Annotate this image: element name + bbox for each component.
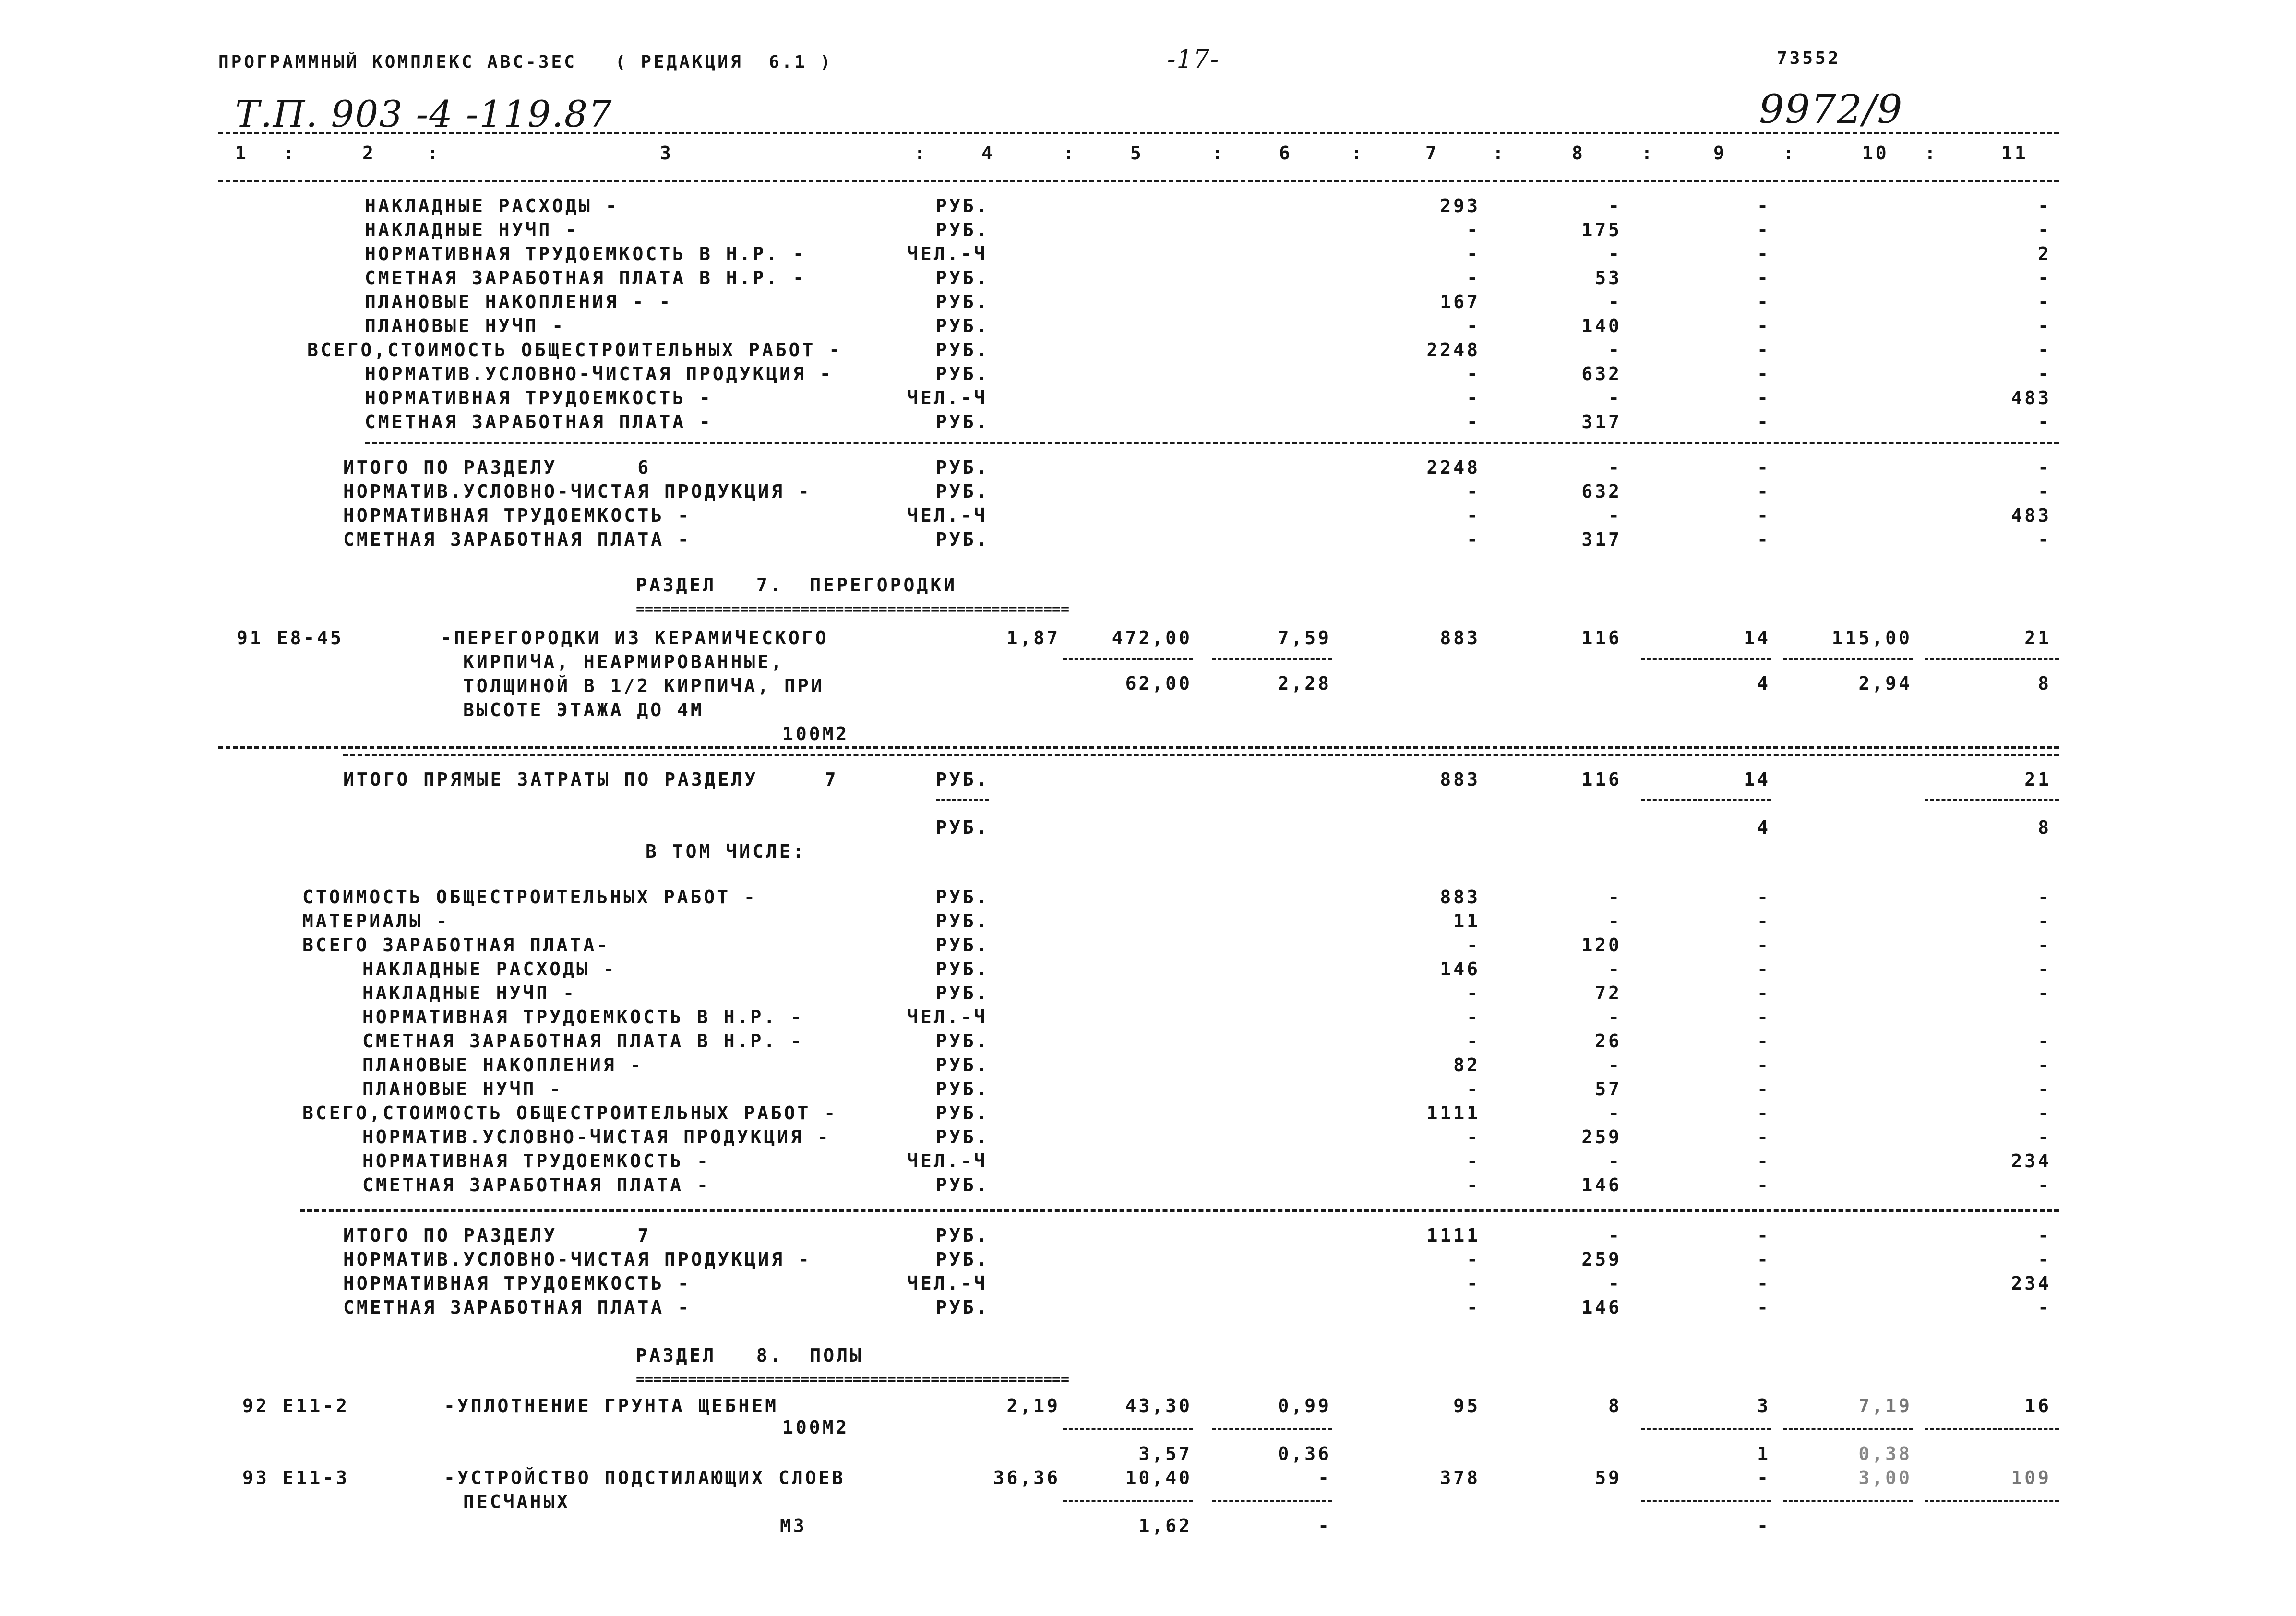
col7: - bbox=[1467, 315, 1480, 336]
col7: - bbox=[1467, 529, 1480, 550]
col9: - bbox=[1757, 387, 1770, 408]
program-title: ПРОГРАММНЫЙ КОМПЛЕКС АВС-3ЕС ( РЕДАКЦИЯ 6.1 ) bbox=[218, 52, 833, 72]
summary-label: СТОИМОСТЬ ОБЩЕСТРОИТЕЛЬНЫХ РАБОТ - bbox=[302, 886, 757, 908]
summary-label: НОРМАТИВНАЯ ТРУДОЕМКОСТЬ - bbox=[343, 505, 691, 526]
item-unit: М3 bbox=[780, 1515, 807, 1536]
unit: РУБ. bbox=[936, 1030, 990, 1052]
column-header-9: 9 bbox=[1713, 143, 1727, 164]
item-col11-wage: 8 bbox=[2038, 673, 2051, 694]
unit: РУБ. bbox=[936, 1297, 990, 1318]
col7: - bbox=[1467, 1150, 1480, 1172]
col11-wage: 8 bbox=[2038, 817, 2051, 838]
column-separator: : bbox=[1493, 143, 1506, 164]
unit: РУБ. bbox=[936, 1174, 990, 1196]
summary-label: НАКЛАДНЫЕ РАСХОДЫ - bbox=[362, 958, 617, 980]
item-unit-price: 472,00 bbox=[1112, 627, 1192, 648]
col7: - bbox=[1467, 1273, 1480, 1294]
col7: 82 bbox=[1453, 1054, 1480, 1076]
col8: - bbox=[1608, 1102, 1622, 1124]
column-header-8: 8 bbox=[1572, 143, 1585, 164]
item-col7: 95 bbox=[1453, 1395, 1480, 1416]
item-col10-wage: 0,38 bbox=[1858, 1443, 1912, 1464]
col8: - bbox=[1608, 1225, 1622, 1246]
column-header-5: 5 bbox=[1130, 143, 1144, 164]
column-header-2: 2 bbox=[362, 143, 376, 164]
summary-label: МАТЕРИАЛЫ - bbox=[302, 910, 450, 932]
unit: РУБ. bbox=[936, 886, 990, 908]
item-col6: 7,59 bbox=[1278, 627, 1331, 648]
summary-label: СМЕТНАЯ ЗАРАБОТНАЯ ПЛАТА - bbox=[343, 1297, 691, 1318]
unit: РУБ. bbox=[936, 315, 990, 336]
col8: 53 bbox=[1595, 267, 1622, 288]
summary-label: НОРМАТИВ.УСЛОВНО-ЧИСТАЯ ПРОДУКЦИЯ - bbox=[343, 481, 812, 502]
subrule bbox=[1641, 799, 1771, 801]
col7: - bbox=[1467, 1006, 1480, 1028]
unit: ЧЕЛ.-Ч bbox=[907, 505, 988, 526]
col7: - bbox=[1467, 934, 1480, 956]
col7: - bbox=[1467, 219, 1480, 240]
col8: - bbox=[1608, 505, 1622, 526]
item-description: -УПЛОТНЕНИЕ ГРУНТА ЩЕБНЕМ bbox=[444, 1395, 778, 1416]
col7: 146 bbox=[1440, 958, 1480, 980]
item-description: КИРПИЧА, НЕАРМИРОВАННЫЕ, bbox=[463, 651, 785, 672]
column-separator: : bbox=[1212, 143, 1225, 164]
document-code: 73552 bbox=[1777, 48, 1841, 68]
summary-label: НОРМАТИВНАЯ ТРУДОЕМКОСТЬ В Н.Р. - bbox=[365, 243, 806, 264]
col11: - bbox=[2038, 1078, 2051, 1100]
column-header-4: 4 bbox=[981, 143, 995, 164]
header-rule bbox=[218, 132, 2059, 134]
col8: - bbox=[1608, 387, 1622, 408]
col11: - bbox=[2038, 886, 2051, 908]
col8: - bbox=[1608, 1054, 1622, 1076]
subrule bbox=[1783, 1428, 1913, 1430]
page-number: -17- bbox=[1167, 45, 1220, 74]
summary-label: ИТОГО ПО РАЗДЕЛУ 7 bbox=[343, 1225, 651, 1246]
col11: - bbox=[2038, 958, 2051, 980]
col11: - bbox=[2038, 219, 2051, 240]
col7: 167 bbox=[1440, 291, 1480, 312]
col7: 1111 bbox=[1426, 1225, 1480, 1246]
item-quantity: 36,36 bbox=[993, 1467, 1060, 1488]
subrule bbox=[1641, 1500, 1771, 1502]
col7: 2248 bbox=[1426, 457, 1480, 478]
column-separator: : bbox=[1063, 143, 1076, 164]
col7: - bbox=[1467, 982, 1480, 1004]
col9: - bbox=[1757, 1102, 1770, 1124]
col8: - bbox=[1608, 243, 1622, 264]
col7: - bbox=[1467, 243, 1480, 264]
unit: РУБ. bbox=[936, 363, 990, 384]
col8: - bbox=[1608, 910, 1622, 932]
summary-label: ВСЕГО,СТОИМОСТЬ ОБЩЕСТРОИТЕЛЬНЫХ РАБОТ - bbox=[307, 339, 843, 360]
col7: - bbox=[1467, 387, 1480, 408]
col9: - bbox=[1757, 958, 1770, 980]
section-8-title: РАЗДЕЛ 8. ПОЛЫ bbox=[636, 1345, 863, 1366]
col11: - bbox=[2038, 1249, 2051, 1270]
item-col8: 8 bbox=[1608, 1395, 1622, 1416]
col9: - bbox=[1757, 363, 1770, 384]
col7: 2248 bbox=[1426, 339, 1480, 360]
unit: РУБ. bbox=[936, 1126, 990, 1148]
col8: 175 bbox=[1581, 219, 1622, 240]
including-label: В ТОМ ЧИСЛЕ: bbox=[646, 841, 806, 862]
summary-label: НОРМАТИВ.УСЛОВНО-ЧИСТАЯ ПРОДУКЦИЯ - bbox=[343, 1249, 812, 1270]
item-col9: - bbox=[1757, 1467, 1770, 1488]
col8: - bbox=[1608, 958, 1622, 980]
col8: 116 bbox=[1581, 769, 1622, 790]
col9: - bbox=[1757, 339, 1770, 360]
column-header-3: 3 bbox=[660, 143, 673, 164]
summary-label: СМЕТНАЯ ЗАРАБОТНАЯ ПЛАТА - bbox=[343, 529, 691, 550]
col11: - bbox=[2038, 411, 2051, 432]
summary-label: СМЕТНАЯ ЗАРАБОТНАЯ ПЛАТА - bbox=[362, 1174, 710, 1196]
item-unit: 100М2 bbox=[782, 723, 849, 744]
unit: РУБ. bbox=[936, 1054, 990, 1076]
col9: - bbox=[1757, 1006, 1770, 1028]
item-col11: 16 bbox=[2024, 1395, 2051, 1416]
col9: - bbox=[1757, 219, 1770, 240]
section-7-rule bbox=[300, 1209, 2059, 1212]
col7: - bbox=[1467, 1030, 1480, 1052]
project-reference: Т.П. 903 -4 -119.87 bbox=[235, 93, 613, 135]
summary-label: НАКЛАДНЫЕ РАСХОДЫ - bbox=[365, 195, 619, 216]
col9-wage: 4 bbox=[1757, 817, 1770, 838]
item-col11: 21 bbox=[2024, 627, 2051, 648]
col9: - bbox=[1757, 910, 1770, 932]
subrule bbox=[1925, 799, 2059, 801]
item-col10-wage: 2,94 bbox=[1858, 673, 1912, 694]
item-col9-wage: - bbox=[1757, 1515, 1770, 1536]
item-col6-wage: - bbox=[1318, 1515, 1331, 1536]
col7: - bbox=[1467, 481, 1480, 502]
subrule bbox=[1212, 1500, 1332, 1502]
col9: - bbox=[1757, 1030, 1770, 1052]
column-separator: : bbox=[427, 143, 441, 164]
unit: РУБ. bbox=[936, 1249, 990, 1270]
item-col7: 883 bbox=[1440, 627, 1480, 648]
col9: - bbox=[1757, 1225, 1770, 1246]
column-header-1: 1 bbox=[235, 143, 249, 164]
summary-label: ПЛАНОВЫЕ НАКОПЛЕНИЯ - - bbox=[365, 291, 673, 312]
col11: - bbox=[2038, 195, 2051, 216]
section-7-underline: ================================================== bbox=[636, 601, 1070, 618]
summary-label: НОРМАТИВНАЯ ТРУДОЕМКОСТЬ В Н.Р. - bbox=[362, 1006, 804, 1028]
col9: - bbox=[1757, 1078, 1770, 1100]
column-separator: : bbox=[283, 143, 297, 164]
col7: 293 bbox=[1440, 195, 1480, 216]
subrule bbox=[1063, 1500, 1193, 1502]
unit: РУБ. bbox=[936, 457, 990, 478]
summary-label: НОРМАТИВНАЯ ТРУДОЕМКОСТЬ - bbox=[362, 1150, 710, 1172]
item-col5-wage: 1,62 bbox=[1138, 1515, 1192, 1536]
col9: - bbox=[1757, 886, 1770, 908]
subrule bbox=[1063, 1428, 1193, 1430]
subrule bbox=[1925, 658, 2059, 660]
col9: - bbox=[1757, 315, 1770, 336]
col8: 140 bbox=[1581, 315, 1622, 336]
col8: - bbox=[1608, 886, 1622, 908]
item-quantity: 1,87 bbox=[1006, 627, 1060, 648]
col8: 632 bbox=[1581, 481, 1622, 502]
summary-label: СМЕТНАЯ ЗАРАБОТНАЯ ПЛАТА В Н.Р. - bbox=[362, 1030, 804, 1052]
col9: - bbox=[1757, 505, 1770, 526]
unit: РУБ. bbox=[936, 934, 990, 956]
unit: РУБ. bbox=[936, 411, 990, 432]
col11: 483 bbox=[2011, 387, 2051, 408]
item-description: ТОЛЩИНОЙ В 1/2 КИРПИЧА, ПРИ bbox=[463, 675, 825, 696]
col11: - bbox=[2038, 457, 2051, 478]
col9: - bbox=[1757, 267, 1770, 288]
subrule bbox=[936, 799, 989, 801]
col9: - bbox=[1757, 1150, 1770, 1172]
col7: 883 bbox=[1440, 886, 1480, 908]
col11: - bbox=[2038, 1054, 2051, 1076]
item-unit: 100М2 bbox=[782, 1417, 849, 1438]
item-col10: 115,00 bbox=[1831, 627, 1912, 648]
subrule bbox=[1925, 1500, 2059, 1502]
summary-label: НОРМАТИВ.УСЛОВНО-ЧИСТАЯ ПРОДУКЦИЯ - bbox=[365, 363, 833, 384]
summary-label: НАКЛАДНЫЕ НУЧП - bbox=[365, 219, 579, 240]
col8: 72 bbox=[1595, 982, 1622, 1004]
direct-costs-label: ИТОГО ПРЯМЫЕ ЗАТРАТЫ ПО РАЗДЕЛУ 7 bbox=[343, 769, 838, 790]
rule bbox=[218, 746, 2059, 749]
col11: - bbox=[2038, 910, 2051, 932]
col11: - bbox=[2038, 315, 2051, 336]
item-col6-wage: 2,28 bbox=[1278, 673, 1331, 694]
summary-label: НОРМАТИВНАЯ ТРУДОЕМКОСТЬ - bbox=[343, 1273, 691, 1294]
item-col6: - bbox=[1318, 1467, 1331, 1488]
item-description: -УСТРОЙСТВО ПОДСТИЛАЮЩИХ СЛОЕВ bbox=[444, 1467, 846, 1488]
col9: - bbox=[1757, 934, 1770, 956]
col11: 234 bbox=[2011, 1150, 2051, 1172]
col7: 883 bbox=[1440, 769, 1480, 790]
col11: - bbox=[2038, 267, 2051, 288]
unit: РУБ. bbox=[936, 195, 990, 216]
unit: РУБ. bbox=[936, 817, 990, 838]
col8: 57 bbox=[1595, 1078, 1622, 1100]
summary-label: СМЕТНАЯ ЗАРАБОТНАЯ ПЛАТА В Н.Р. - bbox=[365, 267, 806, 288]
col9: - bbox=[1757, 1174, 1770, 1196]
summary-label: НОРМАТИВНАЯ ТРУДОЕМКОСТЬ - bbox=[365, 387, 713, 408]
subrule bbox=[1212, 1428, 1332, 1430]
summary-label: НОРМАТИВ.УСЛОВНО-ЧИСТАЯ ПРОДУКЦИЯ - bbox=[362, 1126, 831, 1148]
col8: 146 bbox=[1581, 1297, 1622, 1318]
summary-label: ВСЕГО,СТОИМОСТЬ ОБЩЕСТРОИТЕЛЬНЫХ РАБОТ - bbox=[302, 1102, 838, 1124]
column-header-rule bbox=[218, 180, 2059, 182]
col11: - bbox=[2038, 291, 2051, 312]
subrule bbox=[1783, 1500, 1913, 1502]
unit: ЧЕЛ.-Ч bbox=[907, 243, 988, 264]
col8: 26 bbox=[1595, 1030, 1622, 1052]
col9: - bbox=[1757, 1273, 1770, 1294]
unit: РУБ. bbox=[936, 267, 990, 288]
item-description: -ПЕРЕГОРОДКИ ИЗ КЕРАМИЧЕСКОГО bbox=[441, 627, 829, 648]
unit: ЧЕЛ.-Ч bbox=[907, 1273, 988, 1294]
item-col9: 3 bbox=[1757, 1395, 1770, 1416]
col8: - bbox=[1608, 195, 1622, 216]
item-unit-price: 10,40 bbox=[1125, 1467, 1192, 1488]
item-col11: 109 bbox=[2011, 1467, 2051, 1488]
col9: - bbox=[1757, 1054, 1770, 1076]
col8: - bbox=[1608, 291, 1622, 312]
unit: РУБ. bbox=[936, 769, 990, 790]
col11: - bbox=[2038, 1174, 2051, 1196]
col11: - bbox=[2038, 339, 2051, 360]
column-separator: : bbox=[1783, 143, 1796, 164]
col11: 2 bbox=[2038, 243, 2051, 264]
item-col6-wage: 0,36 bbox=[1278, 1443, 1331, 1464]
subrule bbox=[1641, 658, 1771, 660]
col9: - bbox=[1757, 481, 1770, 502]
unit: РУБ. bbox=[936, 291, 990, 312]
col11: 21 bbox=[2024, 769, 2051, 790]
unit: РУБ. bbox=[936, 1225, 990, 1246]
item-col8: 116 bbox=[1581, 627, 1622, 648]
col7: - bbox=[1467, 1078, 1480, 1100]
item-number: 93 Е11-3 bbox=[242, 1467, 350, 1488]
col8: 317 bbox=[1581, 411, 1622, 432]
col11: 483 bbox=[2011, 505, 2051, 526]
col9: - bbox=[1757, 982, 1770, 1004]
col8: - bbox=[1608, 1273, 1622, 1294]
unit: РУБ. bbox=[936, 339, 990, 360]
col11: - bbox=[2038, 1297, 2051, 1318]
col9: - bbox=[1757, 1126, 1770, 1148]
col7: 11 bbox=[1453, 910, 1480, 932]
col11: - bbox=[2038, 934, 2051, 956]
subrule bbox=[1925, 1428, 2059, 1430]
col11: - bbox=[2038, 1030, 2051, 1052]
col11: - bbox=[2038, 1102, 2051, 1124]
col9: - bbox=[1757, 243, 1770, 264]
col9: 14 bbox=[1744, 769, 1770, 790]
col11: - bbox=[2038, 1225, 2051, 1246]
item-unit-price: 43,30 bbox=[1125, 1395, 1192, 1416]
col7: 1111 bbox=[1426, 1102, 1480, 1124]
unit: РУБ. bbox=[936, 910, 990, 932]
column-header-6: 6 bbox=[1279, 143, 1292, 164]
col8: 317 bbox=[1581, 529, 1622, 550]
item-col10: 3,00 bbox=[1858, 1467, 1912, 1488]
unit: РУБ. bbox=[936, 1102, 990, 1124]
item-col7: 378 bbox=[1440, 1467, 1480, 1488]
col11: 234 bbox=[2011, 1273, 2051, 1294]
column-separator: : bbox=[1351, 143, 1364, 164]
col9: - bbox=[1757, 411, 1770, 432]
col7: - bbox=[1467, 267, 1480, 288]
item-quantity: 2,19 bbox=[1006, 1395, 1060, 1416]
item-number: 92 Е11-2 bbox=[242, 1395, 350, 1416]
summary-label: НАКЛАДНЫЕ НУЧП - bbox=[362, 982, 577, 1004]
unit: РУБ. bbox=[936, 529, 990, 550]
col9: - bbox=[1757, 291, 1770, 312]
unit: РУБ. bbox=[936, 1078, 990, 1100]
column-separator: : bbox=[914, 143, 928, 164]
unit: ЧЕЛ.-Ч bbox=[907, 387, 988, 408]
col8: 632 bbox=[1581, 363, 1622, 384]
item-col10: 7,19 bbox=[1858, 1395, 1912, 1416]
section-7-title: РАЗДЕЛ 7. ПЕРЕГОРОДКИ bbox=[636, 575, 957, 596]
item-col9-wage: 4 bbox=[1757, 673, 1770, 694]
item-col5-wage: 62,00 bbox=[1125, 673, 1192, 694]
summary-label: ПЛАНОВЫЕ НУЧП - bbox=[365, 315, 566, 336]
subrule bbox=[1063, 658, 1193, 660]
col8: - bbox=[1608, 339, 1622, 360]
col7: - bbox=[1467, 363, 1480, 384]
item-number: 91 Е8-45 bbox=[237, 627, 344, 648]
col7: - bbox=[1467, 505, 1480, 526]
col9: - bbox=[1757, 1249, 1770, 1270]
unit: РУБ. bbox=[936, 481, 990, 502]
summary-label: ПЛАНОВЫЕ НУЧП - bbox=[362, 1078, 563, 1100]
item-description: ВЫСОТЕ ЭТАЖА ДО 4М bbox=[463, 699, 704, 720]
unit: РУБ. bbox=[936, 958, 990, 980]
unit: ЧЕЛ.-Ч bbox=[907, 1150, 988, 1172]
column-separator: : bbox=[1925, 143, 1938, 164]
col7: - bbox=[1467, 1126, 1480, 1148]
rule bbox=[343, 754, 2059, 756]
col11: - bbox=[2038, 1126, 2051, 1148]
unit: РУБ. bbox=[936, 219, 990, 240]
col7: - bbox=[1467, 1297, 1480, 1318]
summary-label: ВСЕГО ЗАРАБОТНАЯ ПЛАТА- bbox=[302, 934, 610, 956]
item-col9-wage: 1 bbox=[1757, 1443, 1770, 1464]
item-col6: 0,99 bbox=[1278, 1395, 1331, 1416]
col8: - bbox=[1608, 1006, 1622, 1028]
col11: - bbox=[2038, 529, 2051, 550]
column-header-10: 10 bbox=[1862, 143, 1889, 164]
col8: 146 bbox=[1581, 1174, 1622, 1196]
col9: - bbox=[1757, 457, 1770, 478]
subrule bbox=[1641, 1428, 1771, 1430]
document-number: 9972/9 bbox=[1759, 87, 1903, 132]
col8: - bbox=[1608, 457, 1622, 478]
col8: 259 bbox=[1581, 1249, 1622, 1270]
col9: - bbox=[1757, 529, 1770, 550]
col7: - bbox=[1467, 1249, 1480, 1270]
summary-label: ИТОГО ПО РАЗДЕЛУ 6 bbox=[343, 457, 651, 478]
summary-label: СМЕТНАЯ ЗАРАБОТНАЯ ПЛАТА - bbox=[365, 411, 713, 432]
item-col8: 59 bbox=[1595, 1467, 1622, 1488]
item-col9: 14 bbox=[1744, 627, 1770, 648]
unit: РУБ. bbox=[936, 982, 990, 1004]
summary-label: ПЛАНОВЫЕ НАКОПЛЕНИЯ - bbox=[362, 1054, 644, 1076]
col7: - bbox=[1467, 411, 1480, 432]
col9: - bbox=[1757, 195, 1770, 216]
section-6-rule bbox=[365, 442, 2059, 444]
subrule bbox=[1212, 658, 1332, 660]
unit: ЧЕЛ.-Ч bbox=[907, 1006, 988, 1028]
col8: - bbox=[1608, 1150, 1622, 1172]
col8: 120 bbox=[1581, 934, 1622, 956]
item-description: ПЕСЧАНЫХ bbox=[463, 1491, 571, 1512]
column-header-11: 11 bbox=[2001, 143, 2028, 164]
column-header-7: 7 bbox=[1425, 143, 1439, 164]
col8: 259 bbox=[1581, 1126, 1622, 1148]
col7: - bbox=[1467, 1174, 1480, 1196]
subrule bbox=[1783, 658, 1913, 660]
col11: - bbox=[2038, 481, 2051, 502]
col9: - bbox=[1757, 1297, 1770, 1318]
col11: - bbox=[2038, 982, 2051, 1004]
section-8-underline: ================================================== bbox=[636, 1371, 1070, 1388]
column-separator: : bbox=[1641, 143, 1655, 164]
item-col5-wage: 3,57 bbox=[1138, 1443, 1192, 1464]
col11: - bbox=[2038, 363, 2051, 384]
